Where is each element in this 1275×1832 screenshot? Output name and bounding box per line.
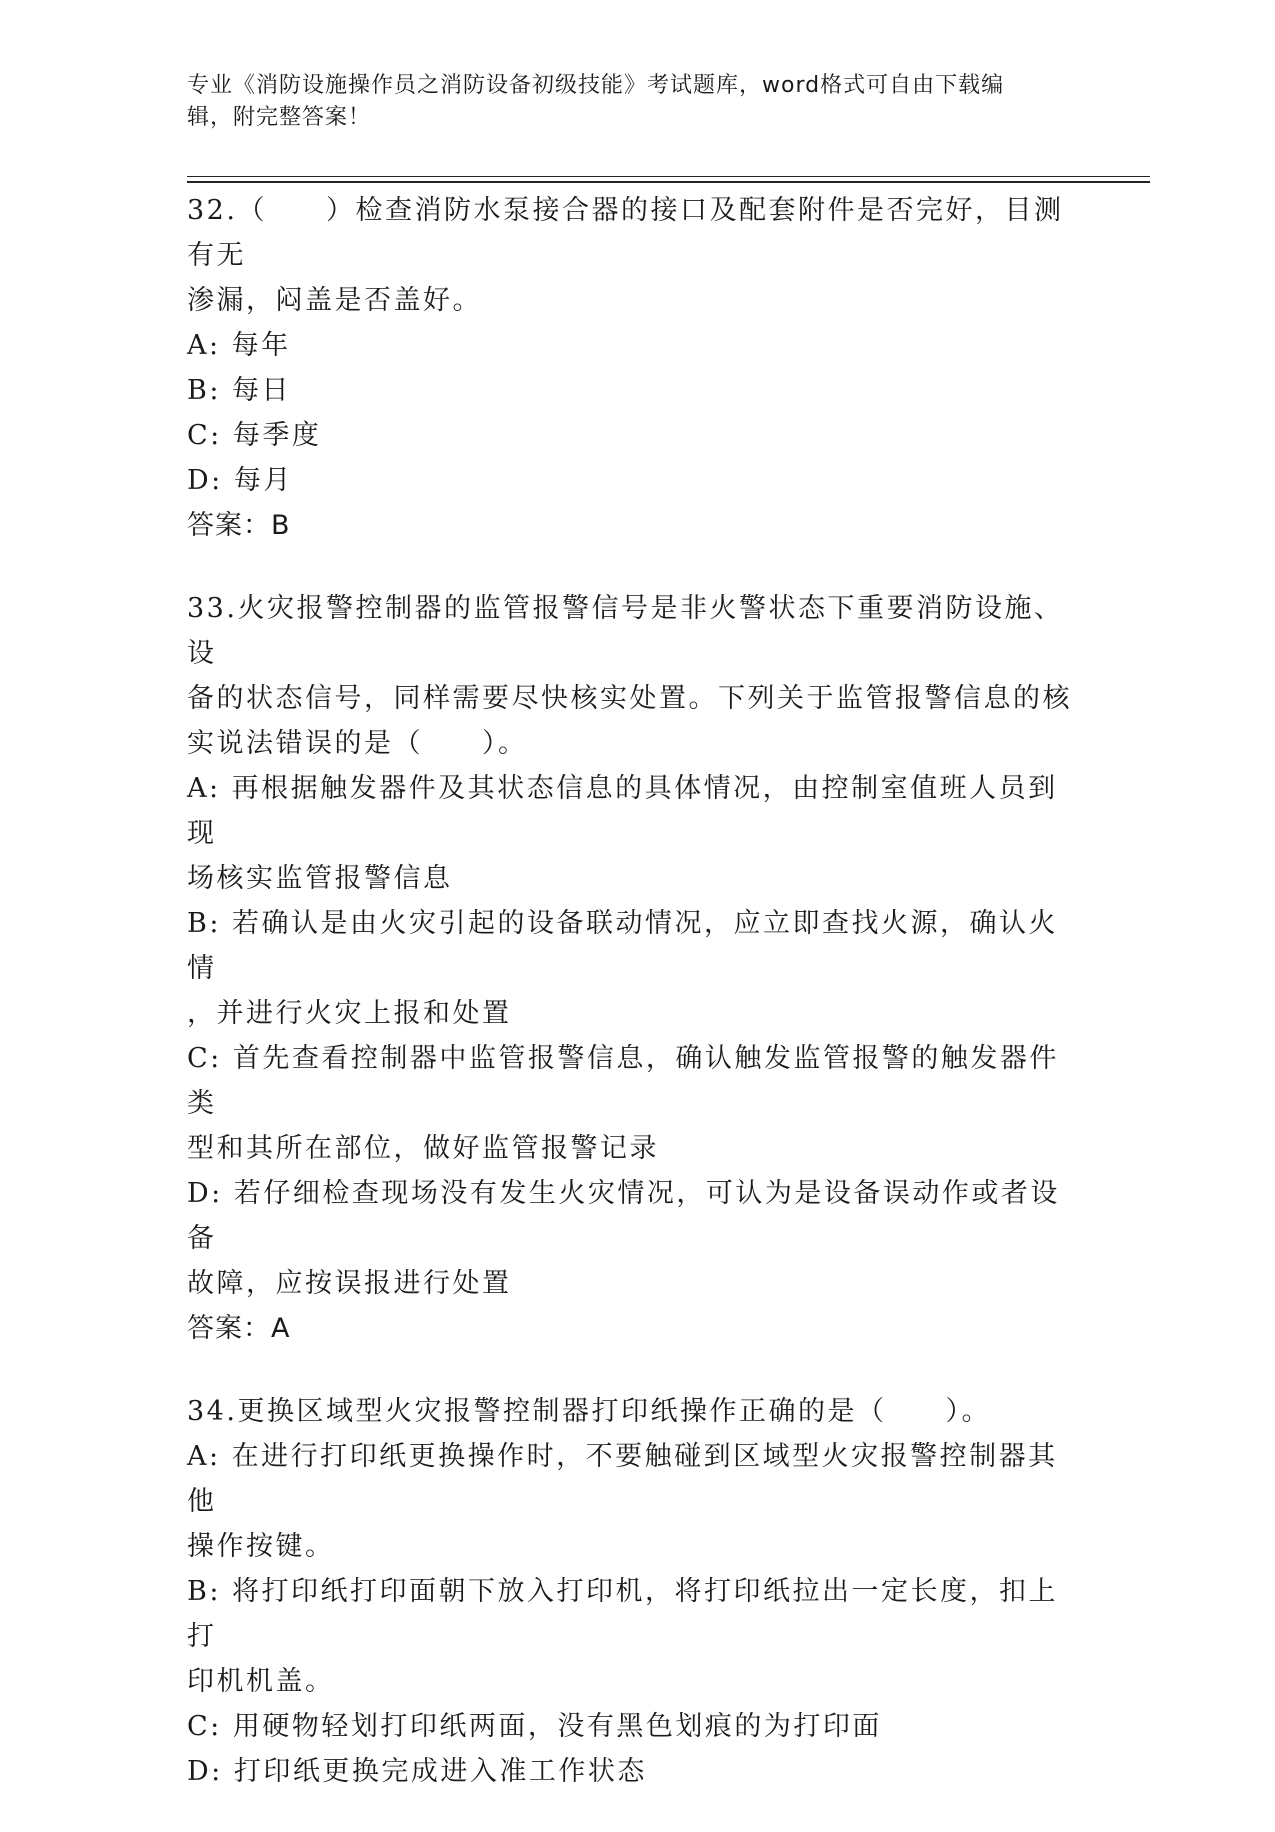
option-b: B: 将打印纸打印面朝下放入打印机，将打印纸拉出一定长度，扣上打: [187, 1576, 1059, 1652]
option-b-cont: 印机机盖。: [187, 1666, 335, 1697]
option-b: B: 若确认是由火灾引起的设备联动情况，应立即查找火源，确认火情: [187, 908, 1059, 984]
question-stem-line: 34.更换区域型火灾报警控制器打印纸操作正确的是（ ）。: [187, 1396, 991, 1427]
question-stem-line: 渗漏，闷盖是否盖好。: [187, 285, 482, 316]
option-a-cont: 操作按键。: [187, 1531, 335, 1562]
header-rule-thin: [187, 176, 1150, 177]
option-d: D: 打印纸更换完成进入准工作状态: [187, 1756, 647, 1787]
option-a-cont: 场核实监管报警信息: [187, 863, 453, 894]
question-list: [187, 188, 1077, 1832]
option-d: D: 若仔细检查现场没有发生火灾情况，可认为是设备误动作或者设备: [187, 1178, 1060, 1254]
option-c: C: 每季度: [187, 420, 322, 451]
question-stem-line: 实说法错误的是（ ）。: [187, 728, 528, 759]
header-rule-thick: [187, 181, 1150, 183]
option-c: C: 用硬物轻划打印纸两面，没有黑色划痕的为打印面: [187, 1711, 882, 1742]
option-c-cont: 型和其所在部位，做好监管报警记录: [187, 1133, 659, 1164]
option-c: C: 首先查看控制器中监管报警信息，确认触发监管报警的触发器件类: [187, 1043, 1059, 1119]
option-a: A: 每年: [187, 330, 291, 361]
document-header: [187, 70, 1067, 134]
option-a: A: 再根据触发器件及其状态信息的具体情况，由控制室值班人员到现: [187, 773, 1058, 849]
option-d-cont: 故障，应按误报进行处置: [187, 1268, 512, 1299]
option-d: D: 每月: [187, 465, 293, 496]
question-stem-line: 备的状态信号，同样需要尽快核实处置。下列关于监管报警信息的核: [187, 683, 1072, 714]
option-a: A: 在进行打印纸更换操作时，不要触碰到区域型火灾报警控制器其他: [187, 1441, 1058, 1517]
answer-label: 答案：A: [187, 1313, 291, 1344]
question-32: [187, 188, 1077, 548]
option-b-cont: ，并进行火灾上报和处置: [187, 998, 512, 1029]
answer-label: 答案：B: [187, 510, 291, 541]
question-33: [187, 586, 1077, 1351]
question-stem-line: 32.（ ）检查消防水泵接合器的接口及配套附件是否完好，目测有无: [187, 195, 1064, 271]
header-line-1: 专业《消防设施操作员之消防设备初级技能》考试题库，word格式可自由下载编: [187, 73, 1005, 98]
question-stem-line: 33.火灾报警控制器的监管报警信号是非火警状态下重要消防设施、设: [187, 593, 1064, 669]
header-line-2: 辑，附完整答案！: [187, 105, 372, 130]
option-b: B: 每日: [187, 375, 292, 406]
question-34: [187, 1389, 1077, 1794]
